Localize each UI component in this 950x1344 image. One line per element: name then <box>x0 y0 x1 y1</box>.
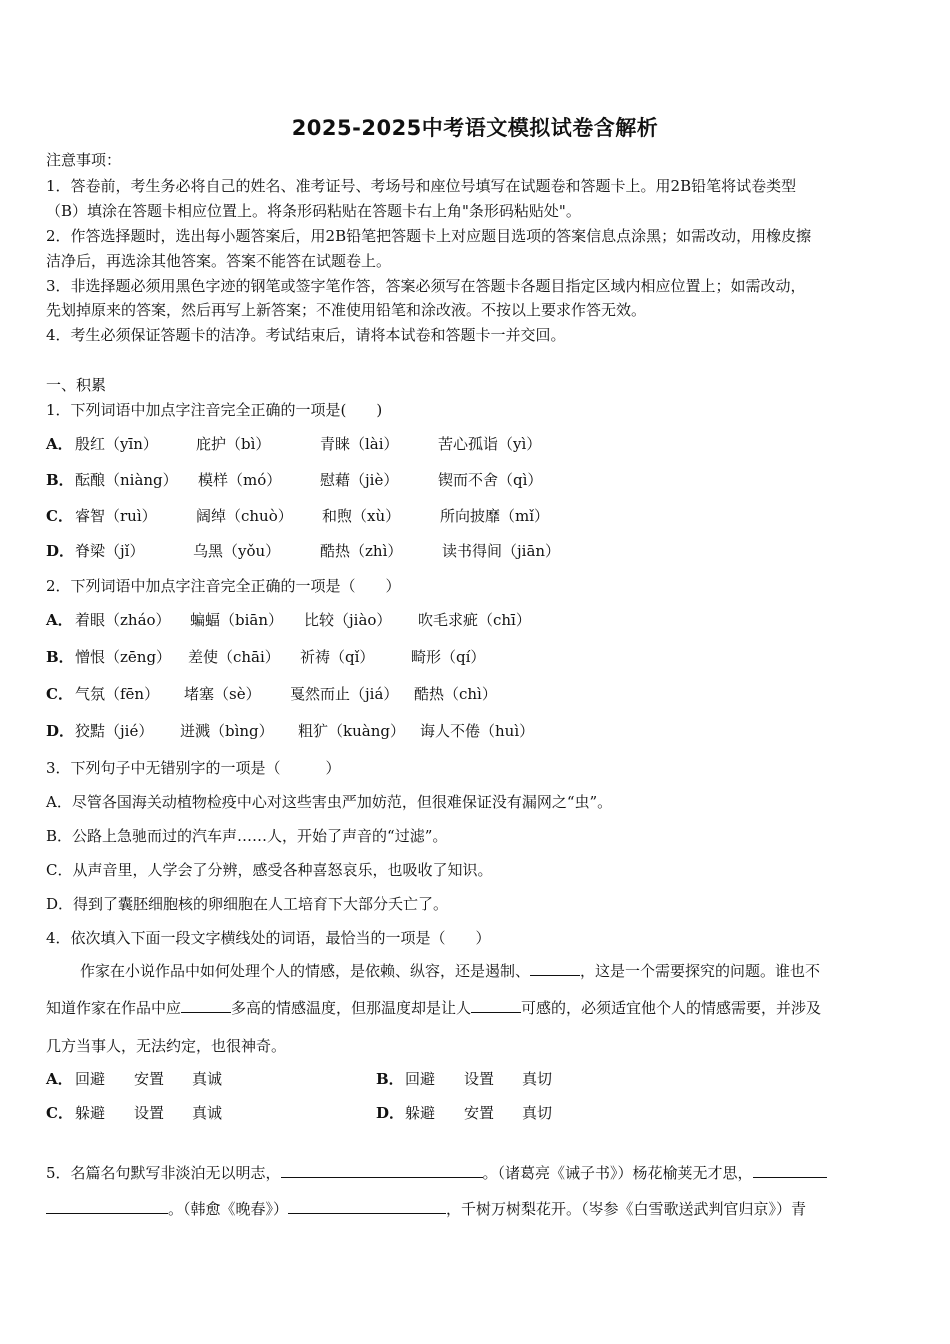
q4-passage-line: 几方当事人，无法约定，也很神奇。 <box>46 1037 287 1055</box>
q5-text: 。（诸葛亮《诫子书》）杨花榆荚无才思， <box>482 1164 753 1182</box>
q4-option-word: 安置 <box>134 1070 165 1088</box>
q4-passage-text: 可感的，必须适宜他个人的情感需要，并涉及 <box>521 999 822 1017</box>
q1-option-label: B． <box>46 471 74 489</box>
q1-option-item: 模样（mó） <box>198 471 282 489</box>
notice-line: 先划掉原来的答案，然后再写上新答案；不准使用铅笔和涂改液。不按以上要求作答无效。 <box>46 301 647 319</box>
q1-option-item: 阔绰（chuò） <box>196 507 293 525</box>
question-4-stem: 4．依次填入下面一段文字横线处的词语，最恰当的一项是（ ） <box>46 929 491 947</box>
notice-line: 洁净后，再选涂其他答案。答案不能答在试题卷上。 <box>46 252 392 270</box>
q2-option-item: 狡黠（jié） <box>75 722 154 740</box>
q4-option-word: 真切 <box>522 1070 553 1088</box>
q1-option-item: 和煦（xù） <box>322 507 401 525</box>
q3-option: D．得到了囊胚细胞核的卵细胞在人工培育下大部分夭亡了。 <box>46 895 449 913</box>
q4-option-word: 回避 <box>405 1070 436 1088</box>
q1-option-item: 青睐（lài） <box>320 435 399 453</box>
q2-option-item: 憎恨（zēng） <box>75 648 172 666</box>
notice-line: 3．非选择题必须用黑色字迹的钢笔或签字笔作答，答案必须写在答题卡各题目指定区域内相应位置上；如需改动， <box>46 277 806 295</box>
q2-option-item: 吹毛求疵（chī） <box>418 611 531 629</box>
q3-option: A．尽管各国海关动植物检疫中心对这些害虫严加妨范，但很难保证没有漏网之“虫”。 <box>46 793 613 811</box>
q2-option-item: 畸形（qí） <box>411 648 486 666</box>
q4-passage-line <box>80 961 820 981</box>
q2-option-item: 差使（chāi） <box>188 648 280 666</box>
fill-blank[interactable] <box>46 1199 168 1214</box>
q2-option-label: A． <box>46 611 73 629</box>
q5-text: 。（韩愈《晚春》） <box>168 1200 289 1218</box>
fill-blank[interactable] <box>281 1163 483 1178</box>
q1-option-item: 慰藉（jiè） <box>320 471 399 489</box>
q1-option-item: 所向披靡（mǐ） <box>440 507 550 525</box>
q2-option-item: 蝙蝠（biān） <box>190 611 284 629</box>
q1-option-item: 酷热（zhì） <box>320 542 403 560</box>
q2-option-item: 粗犷（kuàng） <box>298 722 405 740</box>
question-5-line <box>46 1199 806 1219</box>
q4-option-label: D． <box>376 1104 405 1122</box>
q2-option-item: 诲人不倦（huì） <box>420 722 535 740</box>
q2-option-item: 比较（jiào） <box>304 611 392 629</box>
q4-passage-text: ，这是一个需要探究的问题。谁也不 <box>580 962 821 980</box>
q4-passage-text: 知道作家在作品中应 <box>46 999 182 1017</box>
q4-option-label: A． <box>46 1070 73 1088</box>
notice-line: （B）填涂在答题卡相应位置上。将条形码粘贴在答题卡右上角"条形码粘贴处"。 <box>46 202 581 220</box>
q5-text: 5．名篇名句默写非淡泊无以明志， <box>46 1164 281 1182</box>
fill-blank[interactable] <box>288 1199 446 1214</box>
q4-option-word: 真诚 <box>192 1104 223 1122</box>
section-heading: 一、积累 <box>46 376 107 394</box>
question-5-line <box>46 1163 827 1183</box>
q2-option-label: B． <box>46 648 74 666</box>
q3-option: C．从声音里，人学会了分辨，感受各种喜怒哀乐，也吸收了知识。 <box>46 861 493 879</box>
q2-option-item: 气氛（fēn） <box>75 685 160 703</box>
q4-option-word: 真切 <box>522 1104 553 1122</box>
q2-option-item: 堵塞（sè） <box>184 685 261 703</box>
q2-option-item: 着眼（zháo） <box>75 611 171 629</box>
q1-option-item: 殷红（yīn） <box>75 435 158 453</box>
q4-passage-line <box>46 998 821 1018</box>
question-2-stem: 2．下列词语中加点字注音完全正确的一项是（ ） <box>46 577 401 595</box>
q3-option: B．公路上急驰而过的汽车声……人，开始了声音的“过滤”。 <box>46 827 448 845</box>
q4-passage-text: 多高的情感温度，但那温度却是让人 <box>231 999 472 1017</box>
q4-option-word: 真诚 <box>192 1070 223 1088</box>
notice-heading: 注意事项： <box>46 151 122 169</box>
fill-blank[interactable] <box>530 961 580 976</box>
question-3-stem: 3．下列句子中无错别字的一项是（ ） <box>46 759 341 777</box>
q2-option-label: D． <box>46 722 75 740</box>
q4-option-word: 安置 <box>464 1104 495 1122</box>
notice-line: 2．作答选择题时，选出每小题答案后，用2B铅笔把答题卡上对应题目选项的答案信息点涂黑；如需改动，用橡皮擦 <box>46 227 812 245</box>
q1-option-item: 睿智（ruì） <box>75 507 157 525</box>
q4-option-word: 躲避 <box>405 1104 436 1122</box>
q2-option-item: 迸溅（bìng） <box>180 722 274 740</box>
q5-text: ，千树万树梨花开。（岑参《白雪歌送武判官归京》）青 <box>446 1200 807 1218</box>
q4-option-label: C． <box>46 1104 73 1122</box>
q1-option-item: 脊梁（jǐ） <box>75 542 145 560</box>
q1-option-label: A． <box>46 435 73 453</box>
question-1-stem: 1．下列词语中加点字注音完全正确的一项是( ) <box>46 401 383 419</box>
q4-passage-text: 作家在小说作品中如何处理个人的情感，是依赖、纵容，还是遏制、 <box>80 962 531 980</box>
q1-option-item: 酝酿（niàng） <box>75 471 178 489</box>
fill-blank[interactable] <box>181 998 231 1013</box>
q2-option-item: 酷热（chì） <box>414 685 497 703</box>
q4-option-word: 躲避 <box>75 1104 106 1122</box>
q1-option-label: D． <box>46 542 75 560</box>
notice-line: 1．答卷前，考生务必将自己的姓名、准考证号、考场号和座位号填写在试题卷和答题卡上。用2B铅笔将试卷类型 <box>46 177 797 195</box>
q2-option-item: 祈祷（qǐ） <box>300 648 375 666</box>
q1-option-label: C． <box>46 507 73 525</box>
fill-blank[interactable] <box>753 1163 827 1178</box>
q4-option-label: B． <box>376 1070 404 1088</box>
q4-option-word: 设置 <box>464 1070 495 1088</box>
q4-option-word: 设置 <box>134 1104 165 1122</box>
q1-option-item: 锲而不舍（qì） <box>438 471 543 489</box>
page-title: 2025-2025中考语文模拟试卷含解析 <box>291 116 659 140</box>
q1-option-item: 乌黑（yǒu） <box>193 542 281 560</box>
q2-option-label: C． <box>46 685 73 703</box>
notice-line: 4．考生必须保证答题卡的洁净。考试结束后，请将本试卷和答题卡一并交回。 <box>46 326 566 344</box>
q2-option-item: 戛然而止（jiá） <box>290 685 399 703</box>
fill-blank[interactable] <box>471 998 521 1013</box>
q1-option-item: 读书得间（jiān） <box>442 542 561 560</box>
q1-option-item: 苦心孤诣（yì） <box>438 435 542 453</box>
q4-option-word: 回避 <box>75 1070 106 1088</box>
q1-option-item: 庇护（bì） <box>196 435 271 453</box>
